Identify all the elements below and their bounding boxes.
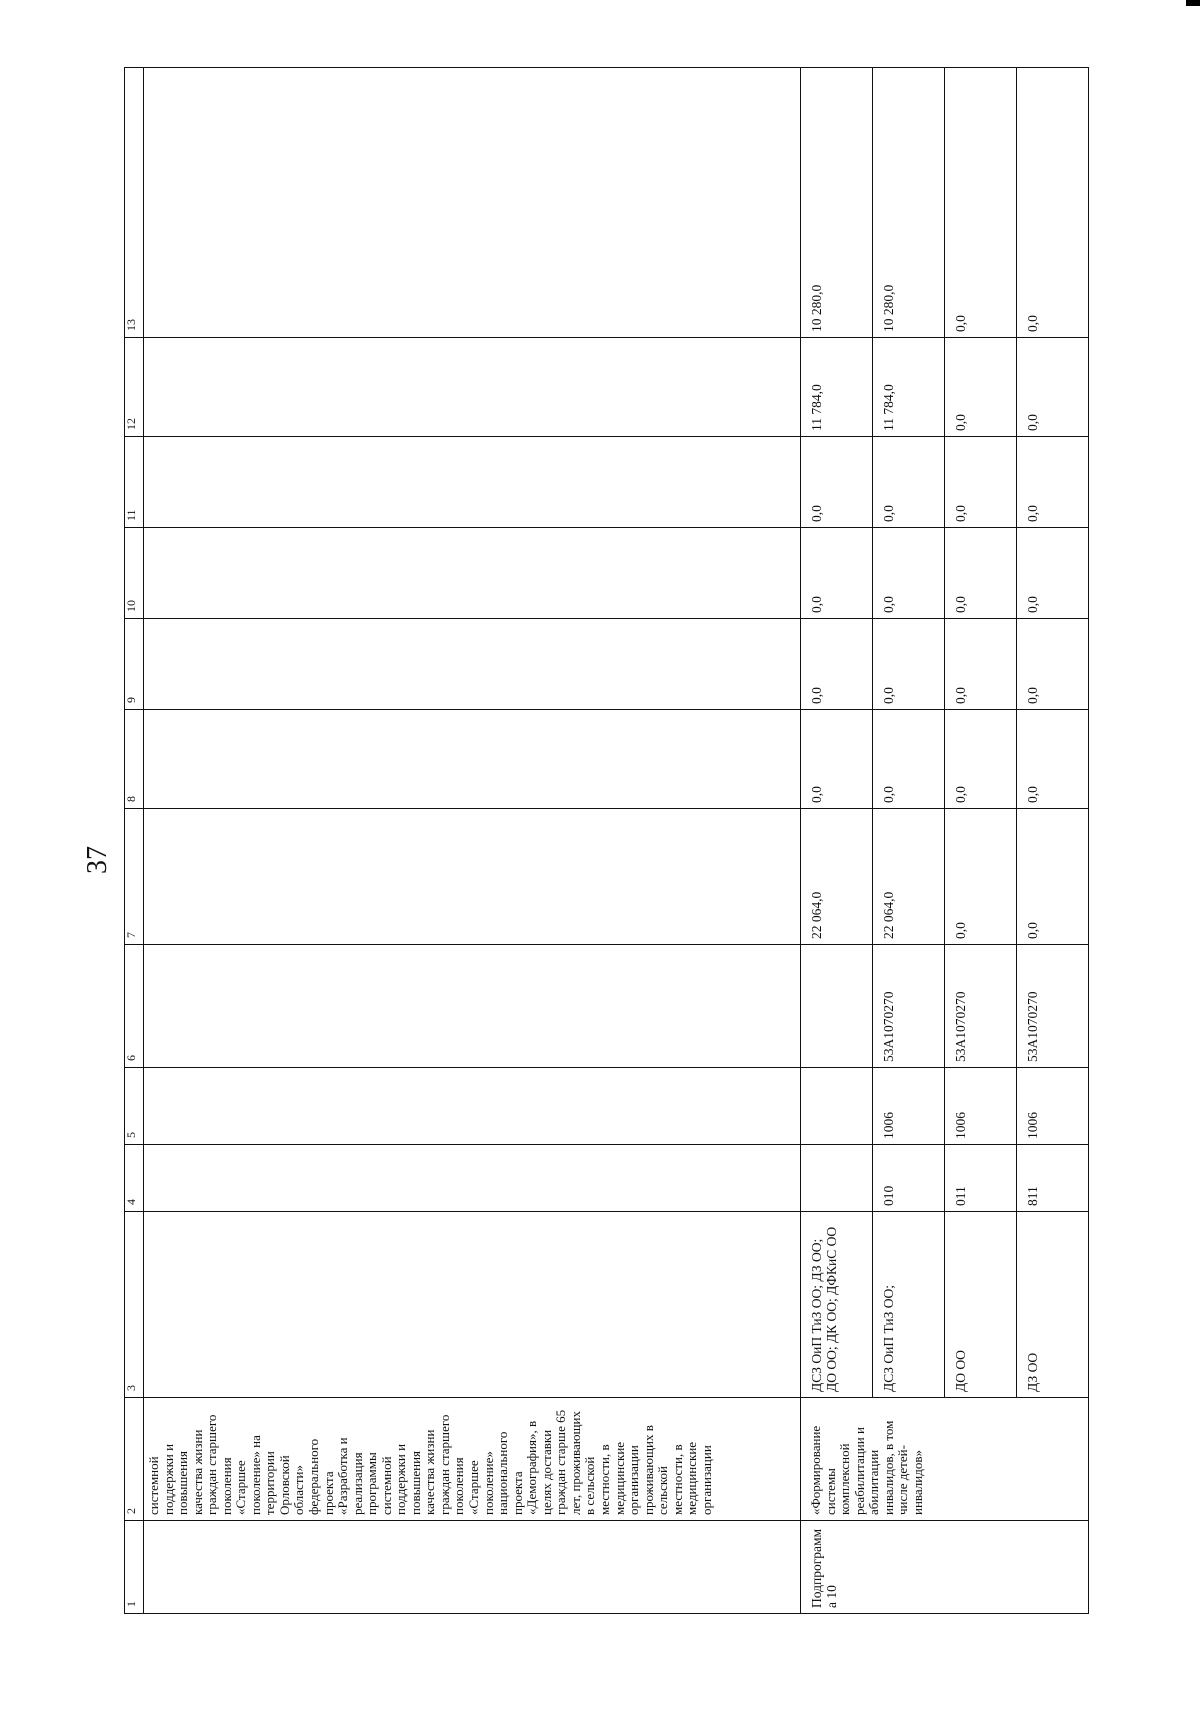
column-number: 9 bbox=[125, 619, 144, 710]
table-cell bbox=[144, 619, 801, 710]
table-cell bbox=[801, 1068, 873, 1145]
table-cell bbox=[144, 809, 801, 945]
table-cell bbox=[144, 1212, 801, 1398]
code-cell: 53А1070270 bbox=[1017, 945, 1089, 1068]
amount-cell: 11 784,0 bbox=[873, 338, 945, 437]
amount-cell: 0,0 bbox=[945, 528, 1017, 619]
code-cell: 53А1070270 bbox=[873, 945, 945, 1068]
column-number: 1 bbox=[125, 1521, 144, 1614]
code-cell: 1006 bbox=[945, 1068, 1017, 1145]
amount-cell: 0,0 bbox=[1017, 809, 1089, 945]
amount-cell: 0,0 bbox=[945, 710, 1017, 809]
executor-cell: ДО ОО bbox=[945, 1212, 1017, 1398]
amount-cell: 0,0 bbox=[801, 437, 873, 528]
budget-table bbox=[124, 67, 1089, 1614]
column-number: 5 bbox=[125, 1068, 144, 1145]
table-cell bbox=[144, 437, 801, 528]
activity-name-cell: системной поддержки и повышения качества жизни граждан старшего поколения «Старшее поколение» на территории Орловской области» федерального проекта «Разработка и реализация программы системной поддержки и повышения качества жизни граждан старшего поколения «Старшее поколение» национального проекта «Демография», в целях доставки граждан старше 65 лет, проживающих в сельской местности, в медицинские организации проживающих в сельской местности, в медицинские организации bbox=[144, 1398, 801, 1521]
column-number: 8 bbox=[125, 710, 144, 809]
table-row bbox=[873, 68, 945, 1614]
column-number: 10 bbox=[125, 528, 144, 619]
code-cell: 1006 bbox=[873, 1068, 945, 1145]
table-cell bbox=[801, 945, 873, 1068]
page-number: 37 bbox=[82, 846, 113, 874]
executor-cell: ДСЗ ОиП ТиЗ ОО; ДЗ ОО; ДО ОО; ДК ОО; ДФКиС ОО bbox=[801, 1212, 873, 1398]
budget-table-container bbox=[124, 68, 1056, 1614]
amount-cell: 0,0 bbox=[1017, 68, 1089, 338]
amount-cell: 0,0 bbox=[945, 437, 1017, 528]
table-row bbox=[945, 68, 1017, 1614]
executor-cell: ДЗ ОО bbox=[1017, 1212, 1089, 1398]
table-row bbox=[1017, 68, 1089, 1614]
amount-cell: 0,0 bbox=[1017, 338, 1089, 437]
column-number: 6 bbox=[125, 945, 144, 1068]
column-number: 2 bbox=[125, 1398, 144, 1521]
amount-cell: 0,0 bbox=[945, 338, 1017, 437]
code-cell: 010 bbox=[873, 1145, 945, 1212]
amount-cell: 0,0 bbox=[1017, 528, 1089, 619]
amount-cell: 0,0 bbox=[801, 710, 873, 809]
amount-cell: 10 280,0 bbox=[801, 68, 873, 338]
table-cell bbox=[801, 1145, 873, 1212]
code-cell: 011 bbox=[945, 1145, 1017, 1212]
executor-cell: ДСЗ ОиП ТиЗ ОО; bbox=[873, 1212, 945, 1398]
column-number: 7 bbox=[125, 809, 144, 945]
amount-cell: 0,0 bbox=[1017, 619, 1089, 710]
amount-cell: 0,0 bbox=[945, 619, 1017, 710]
amount-cell: 0,0 bbox=[873, 528, 945, 619]
amount-cell: 0,0 bbox=[801, 619, 873, 710]
code-cell: 53А1070270 bbox=[945, 945, 1017, 1068]
subprogram-label-cell: Подпрограмма 10 bbox=[801, 1521, 1089, 1614]
column-number: 12 bbox=[125, 338, 144, 437]
amount-cell: 0,0 bbox=[1017, 710, 1089, 809]
amount-cell: 22 064,0 bbox=[873, 809, 945, 945]
amount-cell: 0,0 bbox=[945, 809, 1017, 945]
amount-cell: 0,0 bbox=[801, 528, 873, 619]
scan-corner-mark bbox=[1186, 0, 1200, 6]
code-cell: 1006 bbox=[1017, 1068, 1089, 1145]
amount-cell: 0,0 bbox=[873, 437, 945, 528]
table-cell bbox=[144, 945, 801, 1068]
amount-cell: 22 064,0 bbox=[801, 809, 873, 945]
table-cell bbox=[144, 1068, 801, 1145]
table-cell bbox=[144, 528, 801, 619]
amount-cell: 0,0 bbox=[873, 710, 945, 809]
table-cell bbox=[144, 68, 801, 338]
subprogram-name-cell: «Формирование системы комплексной реабилитации и абилитации инвалидов, в том числе детей-инвалидов» bbox=[801, 1398, 1089, 1521]
amount-cell: 0,0 bbox=[873, 619, 945, 710]
amount-cell: 11 784,0 bbox=[801, 338, 873, 437]
amount-cell: 10 280,0 bbox=[873, 68, 945, 338]
table-cell bbox=[144, 710, 801, 809]
column-number: 11 bbox=[125, 437, 144, 528]
amount-cell: 0,0 bbox=[1017, 437, 1089, 528]
column-number: 13 bbox=[125, 68, 144, 338]
column-number-row bbox=[125, 68, 144, 1614]
table-cell bbox=[144, 1145, 801, 1212]
column-number: 4 bbox=[125, 1145, 144, 1212]
column-number: 3 bbox=[125, 1212, 144, 1398]
table-cell bbox=[144, 338, 801, 437]
amount-cell: 0,0 bbox=[945, 68, 1017, 338]
continued-row bbox=[144, 68, 801, 1614]
code-cell: 811 bbox=[1017, 1145, 1089, 1212]
subprogram-row bbox=[801, 68, 873, 1614]
table-cell bbox=[144, 1521, 801, 1614]
